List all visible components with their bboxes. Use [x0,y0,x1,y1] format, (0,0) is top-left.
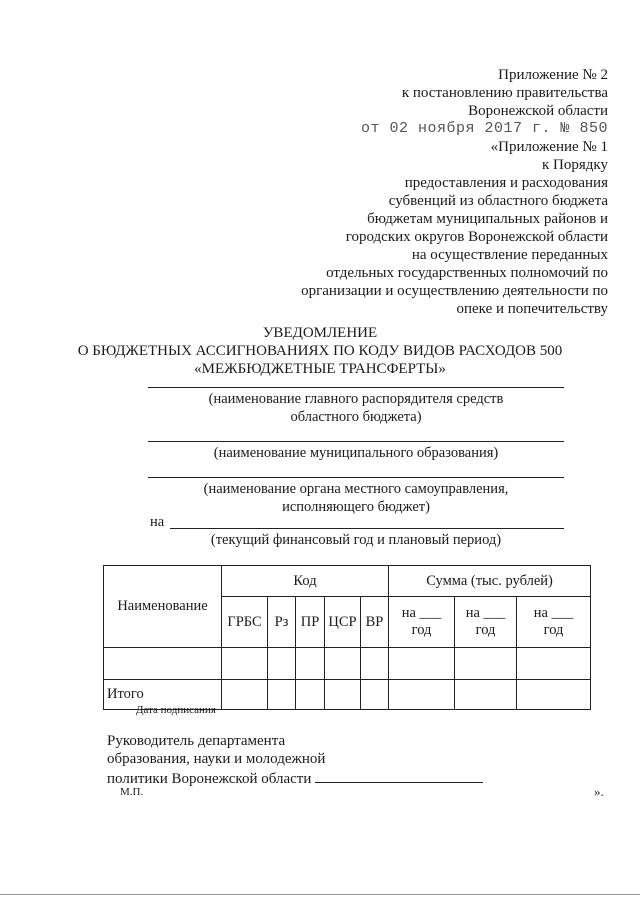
table-cell [268,648,296,680]
table-cell [222,680,268,710]
code-column-header: Код [222,566,389,597]
document-title: УВЕДОМЛЕНИЕ [262,325,378,341]
table-cell [517,648,591,680]
header-line: к Порядку [542,157,608,173]
main-manager-caption: (наименование главного распорядителя средств [208,391,504,407]
table-cell [296,680,325,710]
pr-column-header: ПР [296,597,325,648]
header-line: организации и осуществлению деятельности по [301,283,608,299]
year-column-header: на ___ год [389,597,455,648]
header-line: к постановлению правительства [401,85,608,101]
header-line: субвенций из областного бюджета [388,193,608,209]
header-line: опеке и попечительству [456,301,608,317]
header-line: на осуществление переданных [411,247,608,263]
table-cell [455,648,517,680]
na-label: на [150,514,165,530]
grbs-column-header: ГРБС [222,597,268,648]
signature-line [315,770,483,783]
local-gov-line [148,477,564,478]
municipality-line [148,441,564,442]
header-line: городских округов Воронежской области [345,229,608,245]
table-cell [517,680,591,710]
year-column-header: на ___ год [517,597,591,648]
table-cell [296,648,325,680]
local-gov-caption: (наименование органа местного самоуправления, [203,481,509,497]
signatory-title: Руководитель департамента [107,733,286,749]
budget-table [103,565,591,710]
year-column-header: на ___ год [455,597,517,648]
header-line: предоставления и расходования [404,175,608,191]
table-cell [389,680,455,710]
rz-column-header: Рз [268,597,296,648]
header-line: бюджетам муниципальных районов и [367,211,608,227]
local-gov-caption: исполняющего бюджет) [282,499,430,515]
signing-date-label: Дата подписания [136,704,216,716]
main-manager-line [148,387,564,388]
document-subtitle: «МЕЖБЮДЖЕТНЫЕ ТРАНСФЕРТЫ» [194,361,446,377]
table-cell [361,680,389,710]
decree-date-stamp: от 02 ноября 2017 г. № 850 [360,120,608,137]
header-line: Воронежской области [468,103,608,119]
mp-label: М.П. [120,786,144,798]
period-line [170,528,564,529]
table-cell [268,680,296,710]
page-edge-line [0,894,640,895]
main-manager-caption: областного бюджета) [290,409,422,425]
table-cell [104,648,222,680]
table-row [104,648,591,680]
name-column-header: Наименование [104,566,222,648]
header-line: «Приложение № 1 [490,139,608,155]
table-cell [222,648,268,680]
signatory-title: образования, науки и молодежной [107,751,326,767]
table-cell [389,648,455,680]
table-cell [455,680,517,710]
document-subtitle: О БЮДЖЕТНЫХ АССИГНОВАНИЯХ ПО КОДУ ВИДОВ РАСХОДОВ 500 [77,343,563,359]
appendix-number: Приложение № 2 [498,67,608,83]
municipality-caption: (наименование муниципального образования) [213,445,499,461]
sum-column-header: Сумма (тыс. рублей) [389,566,591,597]
vr-column-header: ВР [361,597,389,648]
period-caption: (текущий финансовый год и плановый период) [210,532,502,548]
csr-column-header: ЦСР [325,597,361,648]
table-cell [361,648,389,680]
table-cell [325,680,361,710]
signatory-title: политики Воронежской области [107,770,483,787]
table-cell [325,648,361,680]
closing-quote: ». [594,784,604,799]
header-line: отдельных государственных полномочий по [326,265,608,281]
total-label: Итого [104,680,222,710]
